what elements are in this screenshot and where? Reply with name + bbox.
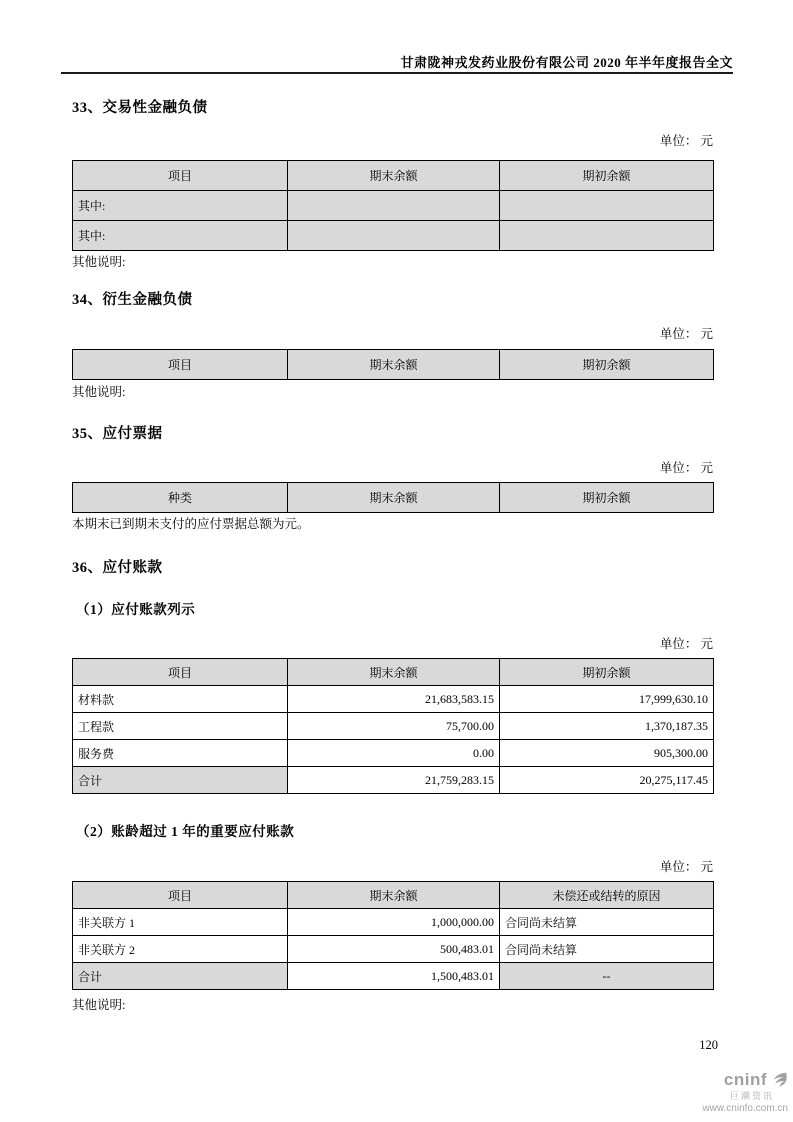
notes-payable-table <box>72 482 714 513</box>
table-cell <box>288 221 500 251</box>
table-cell: 905,300.00 <box>500 740 714 767</box>
unit-label-35: 单位： 元 <box>659 461 713 475</box>
section-33-heading: 33、交易性金融负债 <box>72 100 208 116</box>
table-row <box>73 963 714 990</box>
unit-label-36-1: 单位： 元 <box>659 637 713 651</box>
report-header-title: 甘肃陇神戎发药业股份有限公司 2020 年半年度报告全文 <box>400 55 733 70</box>
cninfo-logo <box>692 1070 788 1114</box>
table-cell: 期初余额 <box>500 161 714 191</box>
page-number: 120 <box>699 1038 718 1052</box>
cninfo-logo-subtitle: 巨潮资讯 <box>729 1091 774 1101</box>
table-cell: 项目 <box>73 882 288 909</box>
table-cell: 期初余额 <box>500 659 714 686</box>
table-cell: 未偿还或结转的原因 <box>500 882 714 909</box>
section-35-note: 本期末已到期未支付的应付票据总额为元。 <box>72 517 310 531</box>
table-cell: 75,700.00 <box>288 713 500 740</box>
table-cell: 期末余额 <box>288 161 500 191</box>
table-cell <box>500 191 714 221</box>
section-35-heading: 35、应付票据 <box>72 426 163 442</box>
cninfo-logo-url: www.cninfo.com.cn <box>702 1103 788 1114</box>
unit-label-34: 单位： 元 <box>659 327 713 341</box>
cninfo-swoosh-icon <box>768 1070 788 1090</box>
section-36-1-heading: （1）应付账款列示 <box>76 602 196 617</box>
table-cell: 期末余额 <box>288 659 500 686</box>
table-row <box>73 713 714 740</box>
section-33-other-note: 其他说明: <box>72 255 126 269</box>
table-cell: 其中: <box>73 191 288 221</box>
table-cell: 期末余额 <box>288 483 500 513</box>
table-row <box>73 161 714 191</box>
table-cell: 非关联方 1 <box>73 909 288 936</box>
table-cell: 项目 <box>73 659 288 686</box>
table-cell: 期末余额 <box>288 350 500 380</box>
cninfo-logo-text: cninf <box>723 1070 767 1089</box>
table-row <box>73 221 714 251</box>
table-cell: 合同尚未结算 <box>500 936 714 963</box>
table-row <box>73 686 714 713</box>
table-cell: 21,683,583.15 <box>288 686 500 713</box>
section-36-2-heading: （2）账龄超过 1 年的重要应付账款 <box>76 824 295 839</box>
trading-liabilities-table <box>72 160 714 251</box>
table-cell: 20,275,117.45 <box>500 767 714 794</box>
table-cell: 种类 <box>73 483 288 513</box>
table-cell: 工程款 <box>73 713 288 740</box>
table-cell: 期初余额 <box>500 350 714 380</box>
table-row <box>73 350 714 380</box>
table-cell: 期初余额 <box>500 483 714 513</box>
table-cell: 合计 <box>73 767 288 794</box>
table-row <box>73 767 714 794</box>
derivative-liabilities-table <box>72 349 714 380</box>
table-cell: 1,370,187.35 <box>500 713 714 740</box>
aged-payables-table <box>72 881 714 990</box>
table-cell: 1,500,483.01 <box>288 963 500 990</box>
table-row <box>73 740 714 767</box>
table-cell: 500,483.01 <box>288 936 500 963</box>
section-34-other-note: 其他说明: <box>72 385 126 399</box>
table-row <box>73 483 714 513</box>
section-34-heading: 34、衍生金融负债 <box>72 292 193 308</box>
table-row <box>73 936 714 963</box>
table-cell: 期末余额 <box>288 882 500 909</box>
table-cell: 项目 <box>73 161 288 191</box>
table-cell <box>288 191 500 221</box>
table-cell: 项目 <box>73 350 288 380</box>
table-row <box>73 191 714 221</box>
table-row <box>73 882 714 909</box>
table-cell: 材料款 <box>73 686 288 713</box>
table-cell: -- <box>500 963 714 990</box>
table-cell <box>500 221 714 251</box>
accounts-payable-table <box>72 658 714 794</box>
cninfo-logo-row <box>724 1070 788 1090</box>
table-cell: 合同尚未结算 <box>500 909 714 936</box>
section-36-2-other-note: 其他说明: <box>72 998 126 1012</box>
section-36-heading: 36、应付账款 <box>72 560 163 576</box>
table-cell: 合计 <box>73 963 288 990</box>
table-cell: 0.00 <box>288 740 500 767</box>
table-row <box>73 909 714 936</box>
table-cell: 非关联方 2 <box>73 936 288 963</box>
unit-label-36-2: 单位： 元 <box>659 860 713 874</box>
header-divider-line <box>61 72 733 74</box>
table-cell: 其中: <box>73 221 288 251</box>
table-cell: 21,759,283.15 <box>288 767 500 794</box>
table-row <box>73 659 714 686</box>
table-cell: 17,999,630.10 <box>500 686 714 713</box>
table-cell: 1,000,000.00 <box>288 909 500 936</box>
table-cell: 服务费 <box>73 740 288 767</box>
unit-label-33: 单位： 元 <box>659 134 713 148</box>
